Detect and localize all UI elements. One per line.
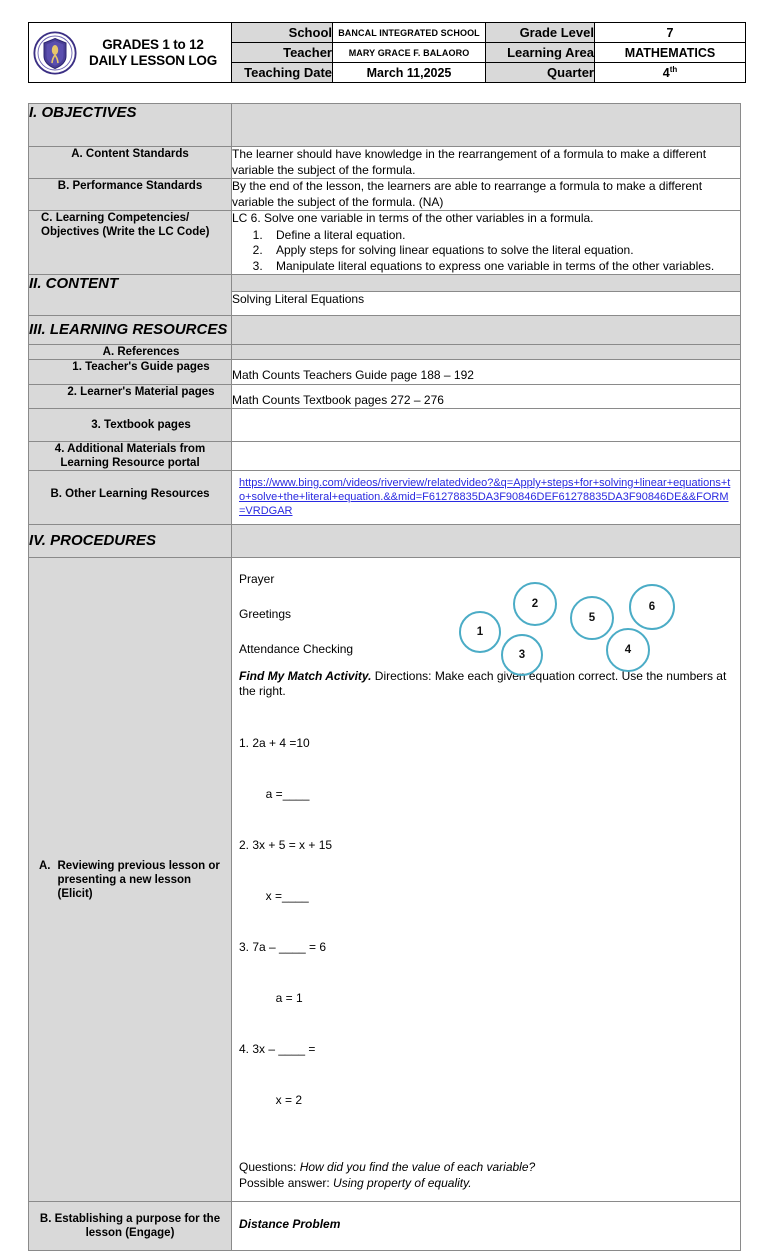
document-header [28,22,740,83]
procedures-activity-body [232,558,740,1201]
references-spacer [232,345,741,360]
row-learners-material [29,384,741,409]
competencies-list [232,228,740,275]
reviewing-label-text: Reviewing previous lesson or presenting a new lesson (Elicit) [57,859,220,900]
row-references [29,345,741,360]
value-performance-standards[interactable]: By the end of the lesson, the learners are able to rearrange a formula to make a different variable the subject of the formula. (NA) [232,179,741,211]
distance-problem-text: Distance Problem [239,1217,341,1231]
quarter-suffix: th [669,64,678,74]
question-answer-block [239,1159,734,1191]
resources-heading-spacer [232,316,741,345]
label-additional-materials: 4. Additional Materials from Learning Resource portal [29,442,232,471]
value-learning-competencies[interactable] [232,211,741,275]
header-table [28,22,746,83]
heading-learning-resources: III. LEARNING RESOURCES [29,316,232,345]
number-circle[interactable] [629,584,675,630]
routine-item: Attendance Checking [239,642,354,656]
value-textbook-pages[interactable] [232,409,741,442]
value-grade-level[interactable]: 7 [595,23,746,43]
equation-line: 1. 2a + 4 =10 [239,736,310,750]
value-teacher[interactable]: MARY GRACE F. BALAORO [333,43,486,63]
label-teachers-guide-pages: 1. Teacher's Guide pages [29,360,232,385]
equation-answer: a =____ [239,787,310,801]
label-learning-competencies: C. Learning Competencies/ Objectives (Write the LC Code) [29,211,232,275]
row-additional-materials [29,442,741,471]
equation-answer: x =____ [239,889,309,903]
label-content-standards: A. Content Standards [29,147,232,179]
competency-item: 2. Apply steps for solving linear equations to solve the literal equation. [266,243,740,259]
label-teaching-date: Teaching Date [232,63,333,83]
row-teachers-guide [29,360,741,385]
label-learning-area: Learning Area [486,43,595,63]
value-additional-materials[interactable] [232,442,741,471]
equation-answer: a = 1 [239,991,303,1005]
value-teaching-date[interactable]: March 11,2025 [333,63,486,83]
procedures-heading-spacer [232,525,741,558]
row-resources-heading [29,316,741,345]
lesson-log-body [28,103,740,1251]
objectives-heading-spacer [232,104,741,147]
lesson-log-table [28,103,741,1251]
label-learners-material-pages: 2. Learner's Material pages [29,384,232,409]
number-circle[interactable] [570,596,614,640]
quarter-number: 4 [662,66,670,81]
number-circles-group [437,564,687,680]
number-circle-label: 3 [518,648,526,661]
label-performance-standards: B. Performance Standards [29,179,232,211]
number-circle-label: 2 [531,597,539,610]
row-other-resources [29,471,741,525]
label-other-learning-resources: B. Other Learning Resources [29,471,232,525]
label-establishing-purpose: B. Establishing a purpose for the lesson (Engage) [29,1202,232,1251]
label-references: A. References [29,345,232,360]
row-reviewing-previous-lesson [29,558,741,1202]
equation-line: 2. 3x + 5 = x + 15 [239,838,333,852]
value-teachers-guide-pages[interactable]: Math Counts Teachers Guide page 188 – 192 [232,360,741,385]
equation-list [239,701,734,1143]
heading-procedures: IV. PROCEDURES [29,525,232,558]
number-circle[interactable] [459,611,501,653]
activity-title: Find My Match Activity. [239,669,372,683]
question-line [239,1159,734,1175]
deped-seal-icon [33,31,77,75]
value-content[interactable]: Solving Literal Equations [232,291,741,315]
value-establishing-purpose[interactable] [232,1202,741,1251]
question-text: How did you find the value of each variable? [299,1160,536,1174]
number-circle[interactable] [606,628,650,672]
label-grade-level: Grade Level [486,23,595,43]
routine-item: Greetings [239,607,292,621]
value-quarter[interactable] [595,63,746,83]
value-school[interactable]: BANCAL INTEGRATED SCHOOL [333,23,486,43]
row-procedures-heading [29,525,741,558]
answer-label: Possible answer: [239,1176,334,1190]
number-circle[interactable] [501,634,543,676]
row-textbook-pages [29,409,741,442]
value-content-standards[interactable]: The learner should have knowledge in the rearrangement of a formula to make a different variable the subject of the formula. [232,147,741,179]
logo-title-cell [29,23,232,83]
activity-directions: Directions: Make each given equation correct. Use the numbers at the right. [239,669,727,698]
number-circle[interactable] [513,582,557,626]
number-circle-label: 4 [624,643,632,656]
content-heading-spacer [232,275,741,292]
value-other-learning-resources[interactable] [232,471,741,525]
question-label: Questions: [239,1160,300,1174]
row-learning-competencies [29,211,741,275]
value-learning-area[interactable]: MATHEMATICS [595,43,746,63]
number-circle-label: 1 [476,625,484,638]
title-line-1: GRADES 1 to 12 [102,36,204,52]
routine-item: Prayer [239,572,275,586]
document-title [77,37,231,69]
reviewing-label-letter: A. [39,859,51,872]
header-row-school [29,23,746,43]
other-resources-link[interactable]: https://www.bing.com/videos/riverview/relatedvideo?&q=Apply+steps+for+solving+linear+equations+to+solve+the+literal+equation.&&mid=F61278835DA3F90846DEF61278835DA3F90846DE&&FORM=VRDGAR [239,477,731,517]
competency-item: 1. Define a literal equation. [266,228,740,244]
heading-content: II. CONTENT [29,275,232,316]
row-content-standards [29,147,741,179]
value-learners-material-pages[interactable]: Math Counts Textbook pages 272 – 276 [232,384,741,409]
equation-line: 3. 7a – ____ = 6 [239,940,327,954]
competency-item: 3. Manipulate literal equations to express one variable in terms of the other variables. [266,259,740,275]
equation-line: 4. 3x – ____ = [239,1042,316,1056]
row-performance-standards [29,179,741,211]
label-quarter: Quarter [486,63,595,83]
label-teacher: Teacher [232,43,333,63]
heading-objectives: I. OBJECTIVES [29,104,232,147]
answer-text: Using property of equality. [333,1176,472,1190]
row-content-heading [29,275,741,292]
label-textbook-pages: 3. Textbook pages [29,409,232,442]
number-circle-label: 5 [588,611,596,624]
value-reviewing-previous-lesson[interactable] [232,558,741,1202]
number-circle-label: 6 [648,600,656,613]
answer-line [239,1175,734,1191]
competencies-intro: LC 6. Solve one variable in terms of the other variables in a formula. [232,211,594,225]
title-line-2: DAILY LESSON LOG [88,52,218,68]
row-establishing-purpose [29,1202,741,1251]
label-reviewing-previous-lesson [29,558,232,1202]
label-school: School [232,23,333,43]
row-objectives-heading [29,104,741,147]
equation-answer: x = 2 [239,1093,303,1107]
